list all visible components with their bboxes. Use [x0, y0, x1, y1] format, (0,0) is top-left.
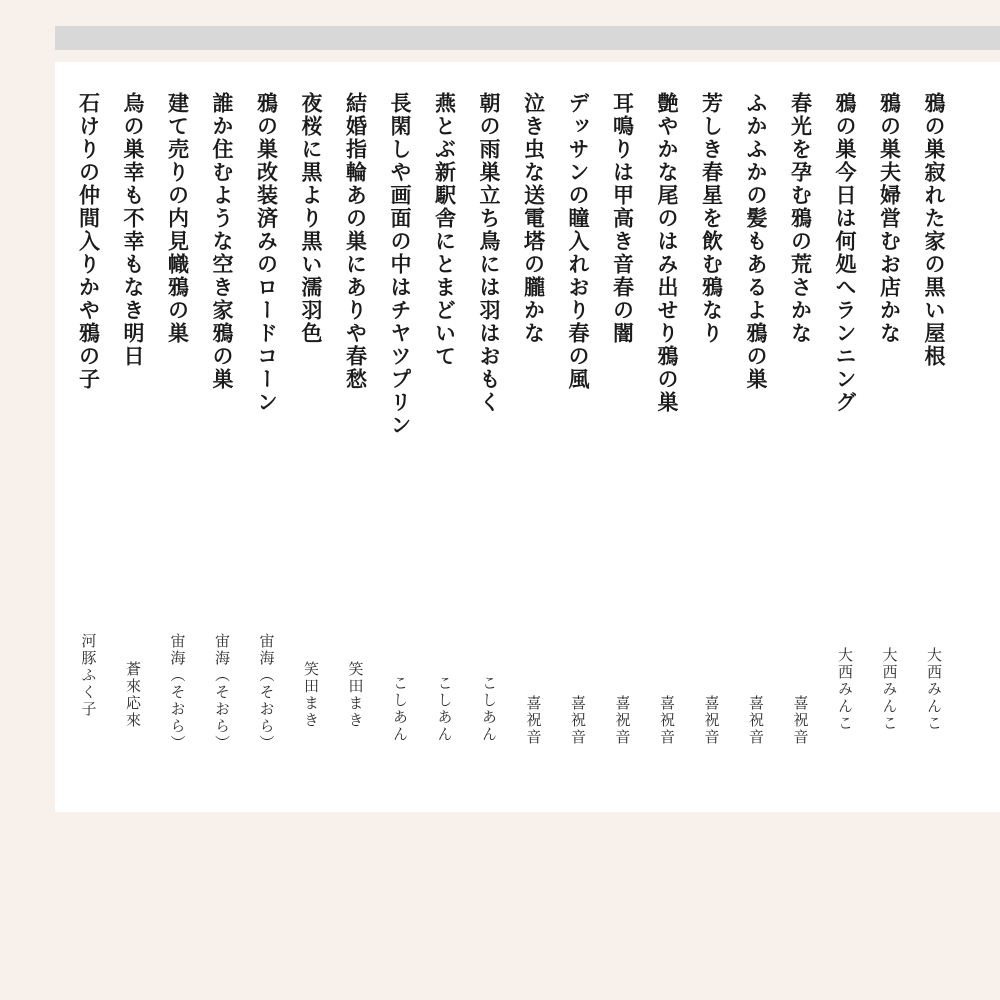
haiku-item: [564, 92, 592, 792]
haiku-item: [876, 92, 904, 792]
haiku-author: 喜祝音: [658, 695, 676, 746]
haiku-text: 泣き虫な送電塔の朧かな: [521, 92, 547, 345]
haiku-item: [520, 92, 548, 792]
top-bar: [55, 26, 1000, 50]
haiku-item: [787, 92, 815, 792]
haiku-text: 建て売りの内見幟鴉の巣: [165, 92, 191, 345]
haiku-item: [609, 92, 637, 792]
haiku-item: [386, 92, 414, 792]
haiku-author: 大西みんこ: [880, 647, 899, 732]
haiku-item: [742, 92, 770, 792]
haiku-author: 大西みんこ: [836, 647, 854, 732]
haiku-text: 鴉の巣改装済みのロードコーン: [254, 92, 280, 414]
haiku-author: 宙海（そおら）: [257, 633, 276, 752]
haiku-item: [164, 92, 192, 792]
haiku-text: 燕とぶ新駅舎にとまどいて: [432, 92, 458, 368]
haiku-item: [475, 92, 503, 792]
haiku-text: 艶やかな尾のはみ出せり鴉の巣: [655, 92, 680, 414]
haiku-author: 河豚ふく子: [79, 633, 98, 718]
haiku-author: 喜祝音: [702, 695, 721, 746]
haiku-item: [698, 92, 726, 792]
haiku-item: [119, 92, 147, 792]
haiku-author: 喜祝音: [569, 695, 587, 746]
haiku-text: 朝の雨巣立ち鳥には羽はおもく: [477, 92, 502, 414]
haiku-author: 笑田まき: [302, 661, 320, 729]
haiku-item: [831, 92, 859, 792]
haiku-author: 宙海（そおら）: [213, 633, 231, 752]
haiku-list: [75, 92, 949, 792]
haiku-author: 大西みんこ: [925, 647, 943, 732]
haiku-text: 夜桜に黒より黒い濡羽色: [299, 92, 324, 345]
haiku-text: 春光を孕む鴉の荒さかな: [788, 92, 814, 345]
haiku-text: 長閑しや画面の中はチヤツプリン: [388, 92, 413, 437]
haiku-item: [431, 92, 459, 792]
haiku-sheet: [55, 62, 1000, 812]
haiku-author: 宙海（そおら）: [168, 633, 187, 752]
haiku-item: [653, 92, 681, 792]
haiku-author: 喜祝音: [613, 695, 632, 746]
haiku-text: 結婚指輪あの巣にありや春愁: [343, 92, 369, 391]
haiku-author: こしあん: [480, 675, 498, 743]
haiku-item: [920, 92, 948, 792]
haiku-author: 笑田まき: [346, 661, 365, 729]
haiku-text: デッサンの瞳入れおり春の風: [566, 92, 591, 391]
haiku-text: 鴉の巣夫婦営むお店かな: [877, 92, 903, 345]
haiku-item: [208, 92, 236, 792]
haiku-author: 喜祝音: [747, 695, 765, 746]
haiku-text: 誰か住むような空き家鴉の巣: [210, 92, 235, 391]
haiku-text: 耳鳴りは甲高き音春の闇: [610, 92, 636, 345]
haiku-author: 喜祝音: [524, 695, 543, 746]
haiku-item: [253, 92, 281, 792]
haiku-text: ふかふかの髪もあるよ鴉の巣: [744, 92, 769, 391]
haiku-item: [75, 92, 103, 792]
haiku-author: こしあん: [435, 675, 454, 743]
haiku-item: [297, 92, 325, 792]
haiku-author: 蒼來応來: [124, 661, 142, 729]
haiku-author: 喜祝音: [791, 695, 810, 746]
haiku-text: 鴉の巣今日は何処へランニング: [833, 92, 858, 414]
haiku-text: 烏の巣幸も不幸もなき明日: [121, 92, 146, 368]
haiku-text: 芳しき春星を飲む鴉なり: [699, 92, 725, 345]
haiku-item: [342, 92, 370, 792]
haiku-author: こしあん: [391, 675, 409, 743]
haiku-text: 石けりの仲間入りかや鴉の子: [76, 92, 102, 391]
haiku-text: 鴉の巣寂れた家の黒い屋根: [922, 92, 947, 368]
